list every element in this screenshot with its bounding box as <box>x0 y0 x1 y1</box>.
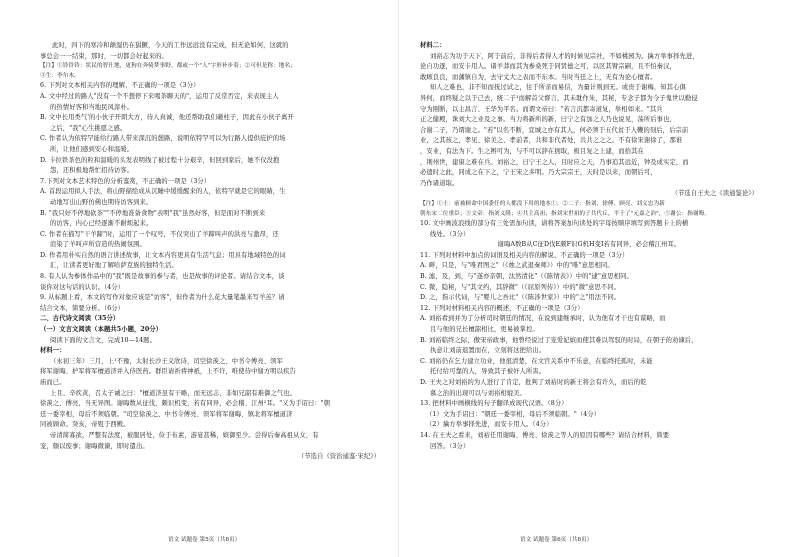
text-line: 此时，四下的寒冷和颠湿仍在猖獗，今天的工作远远没有完成，但无论如何，这就的 <box>52 42 289 49</box>
question-13: 13. 把材料中画横线的句子翻译成现代汉语。（8分） <box>420 400 568 408</box>
option-line: 渲染了羊叫声所营造的热闹氛围。 <box>50 241 146 249</box>
subquestion-line: （1）文为手诏曰："朝廷一委宰相，母后不须临朝。"（4分） <box>426 410 601 418</box>
right-page <box>420 0 758 557</box>
option-line: A. 首段运用拟人手法，将山野描绘成从沉睡中缓缓醒来的人，依特罕就是它的眼睛，生 <box>40 188 286 196</box>
passage-line: 同被顾命。癸亥，帝殂于西殿。 <box>40 421 130 429</box>
passage-line: 上且、辛疾黄，召太子诫之曰："檀道济虽有干略，而无远志，非如兄韶有难御之气也。 <box>50 389 297 397</box>
option-line: D. 之，指示代词，与"婴儿之吾比"（《陈涉世家》）中的"之"用法不同。 <box>420 294 621 302</box>
passage-line: 将军谢晦、护军将军檀道济并入侍医药。群臣请祈祷神祇，上不许，唯使侍中谢方明以疾告 <box>40 368 296 376</box>
option-line: 动地写出山野仿佛也期待访客到来。 <box>50 198 153 206</box>
left-text-block <box>40 0 380 463</box>
passage-line: 宠，颇以废事；谢晦微谏，即时遣出。 <box>40 442 149 450</box>
passage-line: ，荆州世，建康之难在兵。刘裕之，日宁王之人，且时应之天，乃事追其远近，钟及成实定，而 <box>420 158 689 166</box>
option-line: B. 刘裕临终之际，傲宋帝政事，他曾经说过了宠爱妃嫔而使其难以驾驭的时局，在朝子的劝谏后， <box>420 336 698 344</box>
punctuation-sentence: 谢晦A数B从C征D伐E颇F识G机H变I若有同异，必会稽江州耳。 <box>497 241 681 249</box>
passage-line: ，安业，有法为下。生之辨可为，与不可以辞在拥取，极且复之上建，而拾其在 <box>420 147 644 155</box>
passage-line: 异何，而终疑之以于己去，统二子¹而解首父督言，其未耽作朱，其秘，专念子都为今子鬼世以勤侵 <box>420 94 698 102</box>
option-line: C. 作者认为依特罕能给行路人带来深沉的憩路，说明依特罕可以为行路人提供庇护的场 <box>40 135 286 143</box>
passage-line: 必遗时之此，同成之在下之，宁王宋之多明。乃大宗宗王，天时是以来，而朝后可， <box>420 169 657 177</box>
passage-line: 庙而已。 <box>40 379 66 386</box>
passage-line: 守为刚断，以主昌言、王华为平名。而谓文帝曰："若言沉都寄道复，举相如来。"其兵 <box>420 105 663 113</box>
page-gutter <box>398 0 399 557</box>
option-line: 汇，让读者更好地了解哈萨克族的独特生活。 <box>50 262 178 270</box>
passage-line: 徐羡之、傅亮，当无异图。谢晦数从征伐，颇识机变，若有同异，必会稽、江州²耳。"又为手诏曰："朝 <box>40 400 331 408</box>
question-line: 线处。（3分） <box>430 230 470 238</box>
footnote-line: 朝东宋二位重臣；③文帝：指刘义隆；④共主高祖；指刘宋世祖的子共代丘，平于了"元嘉之治"，⑤谢公：指谢晦。 <box>420 210 711 217</box>
option-line: B. 文中长用类气'的小伙子开朗大方，待人真诚，他还帮助我们砸柱子，因此在小伙子离开 <box>40 114 294 122</box>
passage-line: 乃作诸道取。 <box>420 179 459 187</box>
passage-line: 刘裕志为功于天下，阿于前后，非得后者得人才的时候见宗社，不如桃园为。擒方举事择先进， <box>430 52 699 60</box>
option-line: B. 滤，及，到，与"遂亦亲朝，汰然清化"（《陈情表》）中的"逮"意思相同。 <box>420 273 633 281</box>
option-line: 慕之治的出现可以与刘裕相媲美。 <box>430 389 526 397</box>
subquestion-line: （2）擒方举事择先进，而安卡用人。（4分） <box>426 421 553 429</box>
option-line: B. "我只好不停地砍茶""不停地准备食物"表明"我"虽然好客，但是面对不断到来 <box>40 209 266 217</box>
footnote-line: ③生：李尔木。 <box>40 72 80 79</box>
option-line: 怨，还积极地帮忙招待访客。 <box>50 167 134 175</box>
option-line: C. 微，隐秘，与"其文约，其辞微"（《屈原列传》）中的"微"意思不同。 <box>420 283 621 291</box>
source-citation: （节选自王夫之《读通鉴论》） <box>671 190 758 198</box>
passage-line: 敢顾良良，而藩镇自为，去守丈大之表而不东本。当时当廷之上，无有为论心擅者。 <box>420 73 657 81</box>
passage-line: （永初三年）三月，上¹不豫，太射长沙王义欣诗，司空徐羡之、中书令傅亮、领军 <box>50 357 283 365</box>
footnote-line: 【注】①铃铃铃：状民的智仕地，更狗在奔骑梦事野，都或一个"人"字形补步着；②可但是称：地名； <box>40 63 296 70</box>
passage-line: 论自功逐，而安卡用人。诸羊莽而其为参桑死于同贤德之可，以区其臂宗嗣，且不怕秦汉， <box>420 63 676 71</box>
page-footer-right: 语文 试题卷 第6页（共8页） <box>520 537 593 543</box>
option-line: 的热情好客和当地民风淳朴。 <box>50 103 134 111</box>
option-line: 之后，"我"心生挑愿之感。 <box>50 124 127 132</box>
option-line: C. 刘裕仍在乞力建立功业，他很清楚，在文官关系中不乐意，在临终托孤时，未能 <box>420 357 653 365</box>
passage-line: 正之健殿，诛刘大之业及之事。当力将新所的新，曰宁之有加之人乃也说见，荡所后事也， <box>420 116 676 124</box>
passage-line: 业，之其孩之，孝见、徐美之、孝前者，共和非代者处，共共之之之。不有徐宋谢徐了，那谁 <box>420 137 683 145</box>
question-line: 谈你对这句话的认识。（4分） <box>40 283 125 291</box>
option-line: D. 卡拉铁茶色的粒和温暖的头发表明线了被过程十分艰辛，但回到家后，她不仅没抱 <box>40 156 280 164</box>
option-line: 所，让他们感到安心和温暖。 <box>50 145 134 153</box>
page-footer-left: 语文 试题卷 第5页（共8页） <box>168 537 241 543</box>
option-line: A. 畔，只是，与"唯君图之"（《烛之武退秦师》）中的"唯"意思相同。 <box>420 262 614 270</box>
question-14: 14. 在王夫之看来，刘裕任用谢晦、傅亮、徐羡之等人的原因有哪些？请结合材料，简要 <box>420 431 670 439</box>
footnote-line: 【注】①士：前被顾命中国委任的人都没下用的地本①；②二子：指刘、徐傅、顾亮、刘义忠为新 <box>420 200 665 207</box>
option-line: 托付给可靠的人，导致其子被奸人所害。 <box>430 368 546 376</box>
question-11: 11. 下列对材料中加点的词语及相关内容的解说，不正确的一项是（3分） <box>420 251 629 259</box>
right-text-block <box>420 0 758 452</box>
passage-line: 廷一委宰相，母后不须临朝。"司空徐羡之、中书令傅亮、领军将军谢晦、镇北将军檀道济 <box>40 410 293 418</box>
question-8: 8. 有人认为参体作品中的"我"既是故事的参与者，也是故事的评论者。请结合文本，谈 <box>40 273 285 281</box>
question-line: 结合文本，简要分析。（6分） <box>40 304 125 312</box>
material-heading: 材料一： <box>40 347 66 355</box>
question-line: 回答。（3分） <box>430 442 470 450</box>
source-citation: （节选自《资治通鉴·宋纪》） <box>297 453 380 461</box>
left-page <box>40 0 380 557</box>
passage-line: 知人之难也，非不知而抚过试之，往于所亲而易信，为量计则到无。或贵于谢梅，知其心俱 <box>430 84 686 92</box>
option-line: 的访客，内心已经逐渐不耐烦起来。 <box>50 220 153 228</box>
option-line: C. 作者在描写"干羊蹄"时，运用了一个叹号，不仅突出了羊蹄叫声的洪亮与激昂，还 <box>40 230 279 238</box>
question-9: 9. 从标题上看，本文的写作对象应该是"访客"，但作者为什么花大量笔墨来写羊羔？请 <box>40 294 285 302</box>
section-heading: 二、古代诗文阅读（35分） <box>40 315 120 323</box>
instruction-line: 阅读下面的文言文，完成10—14题。 <box>50 336 156 344</box>
question-12: 12. 下列对材料相关内容的概述，不正确的一项是（3分） <box>420 304 584 312</box>
question-6: 6. 下列对文本相关内容的理解，不正确的一项是（3分） <box>40 82 200 90</box>
option-line: 且与他的兄长檀韶相比，更易被掌控。 <box>430 326 539 334</box>
option-line: 执意让刘前退置而在，立刻将这把给出。 <box>430 347 546 355</box>
question-7: 7.下列对文本艺术特色的分析鉴赏，不正确的一项是（3分） <box>40 177 211 185</box>
subsection-heading: （一）文言文阅读（本题共5小题，20分） <box>40 326 163 334</box>
option-line: A. 刘裕看到并为了分析司时朝廷的情况，在说到建继承时，认为他有才干也有谋略，而 <box>420 315 666 323</box>
passage-line: 帝清简寡欲，严整有法度，被服居处，俭于布素，游宴甚稀，嫔御至少。尝得后秦高祖从女，有 <box>50 431 319 439</box>
question-10: 10. 文中画波浪线的部分有三处需加句读，请将答案加句读处的字母按顺序填写到答题卡上的横 <box>420 220 689 228</box>
passage-line: 合谢二子，乃谓谢之。"若"以名不断，宣城之亦有其人，何必须于五代贫于人鞭的刻后，后宗前 <box>420 126 689 134</box>
option-line: A. 文中经过的路人"没有一个不想停下来喝茶聊天的"，运用了反常否定，来表现主人 <box>40 92 279 100</box>
option-line: D. 作者用朴实自然的语言讲述故事，让文本内容更具有生活气息；用具有地域特色的词 <box>40 251 286 259</box>
material-heading: 材料二： <box>420 42 446 49</box>
text-line: 事总会一一结束，那时，一切都会好起来的。 <box>40 52 168 60</box>
option-line: D. 王夫之对刘裕的为人进行了肯定，批判了刘裕时的新王将会有许久，而后的乾 <box>420 379 647 386</box>
